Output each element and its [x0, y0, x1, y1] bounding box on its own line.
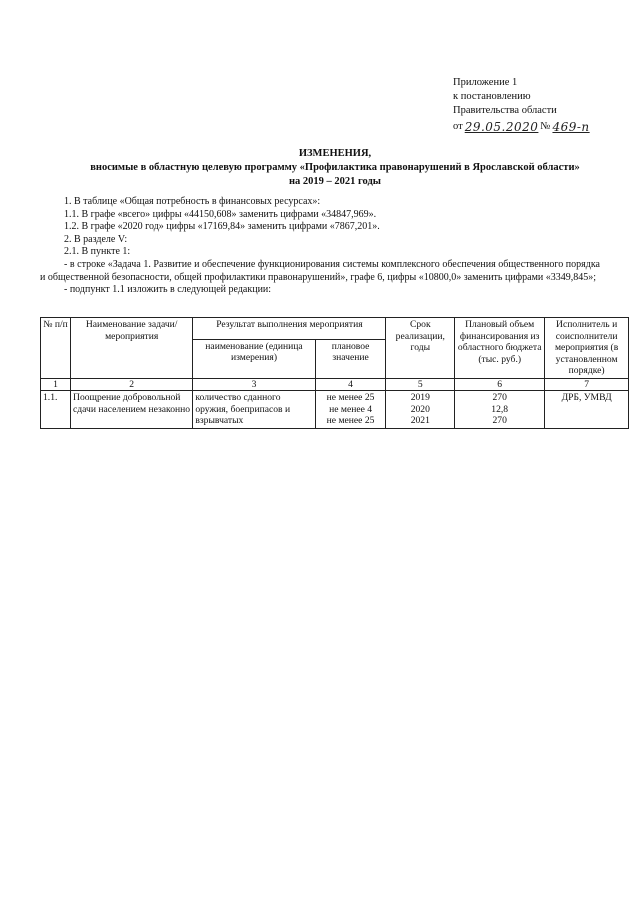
document-body: [40, 196, 600, 297]
paragraph-1-2: 1.2. В графе «2020 год» цифры «17169,84» заменить цифрами «7867,201».: [64, 221, 380, 233]
result-value: не менее 25: [326, 415, 375, 426]
row-executor: ДРБ, УМВД: [545, 391, 629, 429]
column-number: 6: [455, 378, 545, 391]
year-value: 2020: [410, 403, 430, 415]
program-table: [40, 317, 629, 429]
volume-value: 12,8: [491, 403, 509, 415]
appendix-title: Приложение 1: [453, 77, 518, 88]
column-number: 7: [545, 378, 629, 391]
header-result-name: наименование (единица измерения): [193, 339, 315, 378]
header-number: № п/п: [41, 318, 71, 379]
paragraph-subitem: - подпункт 1.1 изложить в следующей редакции:: [64, 284, 272, 296]
column-number: 1: [41, 378, 71, 391]
column-number: 4: [315, 378, 386, 391]
appendix-resolution: к постановлению: [453, 91, 531, 102]
row-name: Поощрение добровольной сдачи населением незаконно: [71, 391, 193, 429]
appendix-government: Правительства области: [453, 105, 557, 116]
column-number: 2: [71, 378, 193, 391]
document-title: [40, 147, 630, 189]
year-value: 2019: [410, 392, 430, 403]
handwritten-date: 29.05.2020: [464, 120, 539, 134]
header-executor: Исполнитель и соисполнители мероприятия (в установленном порядке): [545, 318, 629, 379]
title-period: на 2019 – 2021 годы: [288, 176, 381, 187]
volume-value: 270: [492, 392, 507, 403]
paragraph-1: 1. В таблице «Общая потребность в финансовых ресурсах»:: [64, 196, 321, 207]
table-header-row: [41, 318, 629, 340]
row-years: [386, 391, 455, 429]
row-result-values: [315, 391, 386, 429]
table-row: [41, 391, 629, 429]
column-numbers-row: [41, 378, 629, 391]
appendix-block: [453, 76, 633, 134]
row-number: 1.1.: [41, 391, 71, 429]
date-prefix: от: [453, 121, 463, 132]
year-value: 2021: [410, 415, 430, 426]
header-result: Результат выполнения мероприятия: [193, 318, 386, 340]
title-heading: ИЗМЕНЕНИЯ,: [298, 148, 372, 159]
header-volume: Плановый объем финансирования из областного бюджета (тыс. руб.): [455, 318, 545, 379]
appendix-date-number: [453, 118, 633, 134]
number-sign: №: [540, 121, 551, 132]
row-volumes: [455, 391, 545, 429]
column-number: 3: [193, 378, 315, 391]
title-subject: вносимые в областную целевую программу «Профилактика правонарушений в Ярославской области»: [90, 162, 580, 173]
paragraph-2: 2. В разделе V:: [64, 233, 128, 245]
volume-value: 270: [492, 415, 507, 426]
header-name: Наименование задачи/ мероприятия: [71, 318, 193, 379]
result-value: не менее 4: [329, 403, 373, 415]
paragraph-task-1: - в строке «Задача 1. Развитие и обеспечение функционирования системы комплексного обеспечения общественного порядка и общественной безопасности, общей профилактики правонарушений», графе 6, цифры «10800,0» заменить цифрами «3349,845»;: [40, 258, 600, 283]
row-result-name: количество сданного оружия, боеприпасов и взрывчатых: [193, 391, 315, 429]
paragraph-2-1: 2.1. В пункте 1:: [64, 246, 131, 258]
handwritten-number: 469-п: [552, 120, 590, 134]
result-value: не менее 25: [326, 392, 375, 403]
column-number: 5: [386, 378, 455, 391]
paragraph-1-1: 1.1. В графе «всего» цифры «44150,608» заменить цифрами «34847,969».: [64, 208, 377, 220]
header-result-value: плановое значение: [315, 339, 386, 378]
header-term: Срок реализации, годы: [386, 318, 455, 379]
